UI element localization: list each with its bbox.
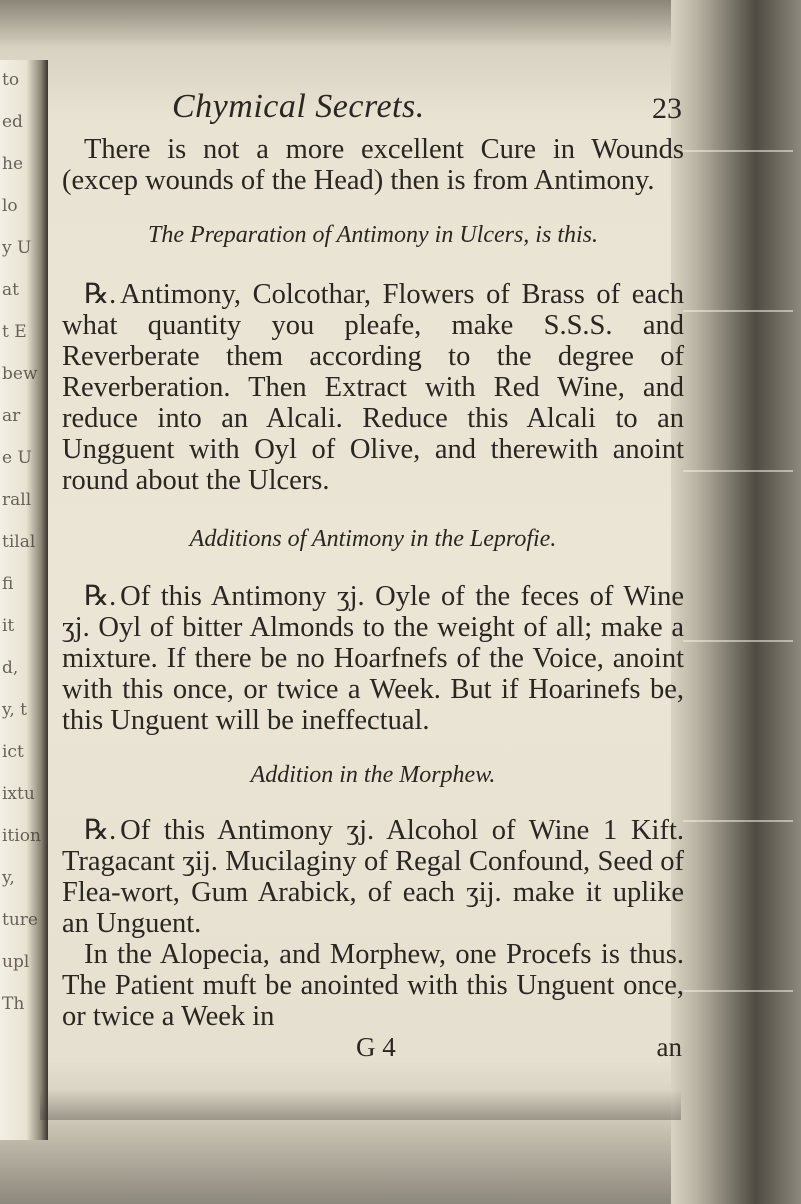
- running-header: [62, 88, 684, 132]
- left-page-bleed: [0, 60, 48, 1140]
- left-margin-fragment: he: [2, 154, 24, 174]
- left-margin-fragment: it: [2, 616, 15, 636]
- right-page-edge: [671, 0, 801, 1204]
- page-number: 23: [652, 92, 682, 125]
- signature-mark: G 4: [356, 1032, 396, 1062]
- edge-highlight: [683, 470, 793, 472]
- recipe-symbol: ℞.: [84, 815, 117, 846]
- left-margin-fragment: ict: [2, 742, 24, 762]
- left-margin-fragment: to: [2, 70, 20, 90]
- edge-highlight: [683, 990, 793, 992]
- recipe-text: Antimony, Colcothar, Flowers of Brass of each what quantity you pleafe, make S.S.S. and Reverberate them according to the degree of Reverberation. Then Extract with Red Wine, and reduce into an Alcali. Reduce this Alcali to an Ungguent with Oyl of Olive, and therewith anoint round about the Ulcers.: [62, 279, 684, 496]
- recipe-symbol: ℞.: [84, 581, 117, 612]
- left-margin-fragment: ition: [2, 826, 41, 846]
- left-margin-fragment: lo: [2, 196, 18, 216]
- left-margin-fragment: y, t: [2, 700, 27, 720]
- left-margin-fragment: d,: [2, 658, 19, 678]
- footer-line: [62, 1032, 684, 1066]
- text-block: [62, 88, 684, 1088]
- recipe-paragraph-ulcers: [62, 279, 684, 496]
- left-margin-fragment: upl: [2, 952, 30, 972]
- left-margin-fragment: e U: [2, 448, 32, 468]
- edge-highlight: [683, 820, 793, 822]
- left-margin-fragment: ed: [2, 112, 23, 132]
- left-margin-fragment: rall: [2, 490, 32, 510]
- recipe-text: Of this Antimony ʒj. Oyle of the feces of Wine ʒj. Oyl of bitter Almonds to the weight of all; make a mixture. If there be no Hoarfnefs of the Voice, anoint with this once, or twice a Week. But if Hoarinefs be, this Unguent will be ineffectual.: [62, 581, 684, 736]
- left-margin-fragment: t E: [2, 322, 27, 342]
- left-margin-fragment: bew: [2, 364, 38, 384]
- intro-paragraph: There is not a more excellent Cure in Wounds (excep wounds of the Head) then is from Antimony.: [62, 134, 684, 196]
- recipe-paragraph-morphew: [62, 815, 684, 939]
- left-margin-fragment: at: [2, 280, 19, 300]
- left-margin-fragment: tilal: [2, 532, 36, 552]
- left-margin-fragment: ar: [2, 406, 21, 426]
- edge-highlight: [683, 640, 793, 642]
- left-margin-fragment: Th: [2, 994, 25, 1014]
- closing-paragraph: In the Alopecia, and Morphew, one Procefs is thus. The Patient muft be anointed with this Unguent once, or twice a Week in: [62, 939, 684, 1032]
- section-heading-ulcers: The Preparation of Antimony in Ulcers, is this.: [148, 222, 598, 248]
- section-heading-morphew: Addition in the Morphew.: [250, 762, 496, 788]
- left-margin-fragment: ture: [2, 910, 38, 930]
- catchword: an: [656, 1032, 682, 1062]
- running-title: Chymical Secrets.: [172, 88, 425, 125]
- left-margin-fragment: y U: [2, 238, 32, 258]
- section-heading-leprosy: Additions of Antimony in the Leprofie.: [189, 526, 557, 552]
- recipe-symbol: ℞.: [84, 279, 117, 310]
- recipe-text: Of this Antimony ʒj. Alcohol of Wine 1 Kift. Tragacant ʒij. Mucilaginy of Regal Confound, Seed of Flea-wort, Gum Arabick, of each ʒij. make it uplike an Unguent.: [62, 815, 684, 939]
- left-margin-fragment: y,: [2, 868, 15, 888]
- edge-highlight: [683, 150, 793, 152]
- binding-shadow: [40, 1090, 681, 1120]
- recipe-paragraph-leprosy: [62, 581, 684, 736]
- left-margin-fragment: fi: [2, 574, 14, 594]
- edge-highlight: [683, 310, 793, 312]
- left-margin-fragment: ixtu: [2, 784, 35, 804]
